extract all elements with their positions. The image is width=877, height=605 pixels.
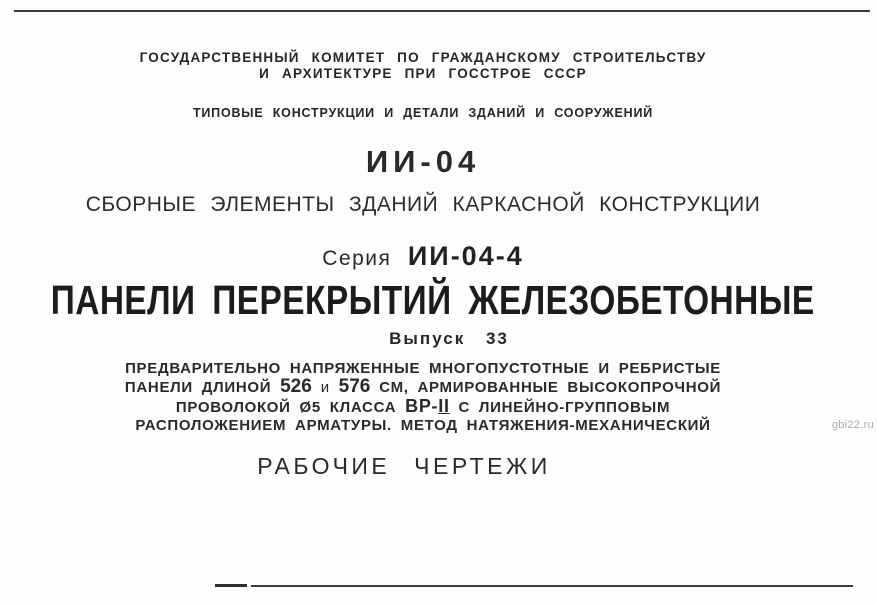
wire-class-prefix: ВР-	[405, 396, 439, 416]
wire-class-roman-numeral: II	[438, 396, 450, 416]
series-line	[0, 241, 846, 272]
description-line4: РАСПОЛОЖЕНИЕМ АРМАТУРЫ. МЕТОД НАТЯЖЕНИЯ-МЕХАНИЧЕСКИЙ	[135, 417, 711, 434]
issue-number: 33	[485, 329, 509, 348]
description-line2-prefix: ПАНЕЛИ ДЛИНОЙ	[124, 379, 272, 396]
series-code: ИИ-04-4	[407, 241, 524, 271]
series-label: Серия	[322, 247, 392, 270]
document-code: ИИ-04	[365, 144, 481, 179]
description-line3-prefix: ПРОВОЛОКОЙ Ø5 КЛАССА	[175, 399, 397, 416]
issue-line	[26, 329, 872, 349]
panel-length-2: 576	[338, 376, 371, 397]
site-watermark: gbi22.ru	[831, 419, 874, 431]
description-line2	[0, 376, 846, 398]
bottom-rule	[251, 585, 853, 587]
description-line3	[0, 396, 846, 417]
description-line3-suffix: С ЛИНЕЙНО-ГРУППОВЫМ	[458, 399, 671, 416]
committee-name-line2: И АРХИТЕКТУРЕ ПРИ ГОССТРОЕ СССР	[259, 66, 587, 81]
description-conjunction: и	[320, 379, 330, 396]
document-subtitle: СБОРНЫЕ ЭЛЕМЕНТЫ ЗДАНИЙ КАРКАСНОЙ КОНСТРУКЦИИ	[85, 193, 761, 216]
description-line1: ПРЕДВАРИТЕЛЬНО НАПРЯЖЕННЫЕ МНОГОПУСТОТНЫЕ И РЕБРИСТЫЕ	[125, 360, 721, 377]
description-line2-suffix: СМ, АРМИРОВАННЫЕ ВЫСОКОПРОЧНОЙ	[379, 379, 722, 396]
bottom-rule-segment	[215, 584, 247, 587]
issue-label: Выпуск	[389, 329, 466, 348]
committee-name-line1: ГОСУДАРСТВЕННЫЙ КОМИТЕТ ПО ГРАЖДАНСКОМУ СТРОИТЕЛЬСТВУ	[139, 50, 707, 65]
working-drawings-title: РАБОЧИЕ ЧЕРТЕЖИ	[257, 453, 551, 479]
series-note: ТИПОВЫЕ КОНСТРУКЦИИ И ДЕТАЛИ ЗДАНИЙ И СООРУЖЕНИЙ	[192, 106, 654, 120]
main-title: ПАНЕЛИ ПЕРЕКРЫТИЙ ЖЕЛЕЗОБЕТОННЫЕ	[50, 278, 815, 324]
panel-length-1: 526	[280, 376, 312, 397]
